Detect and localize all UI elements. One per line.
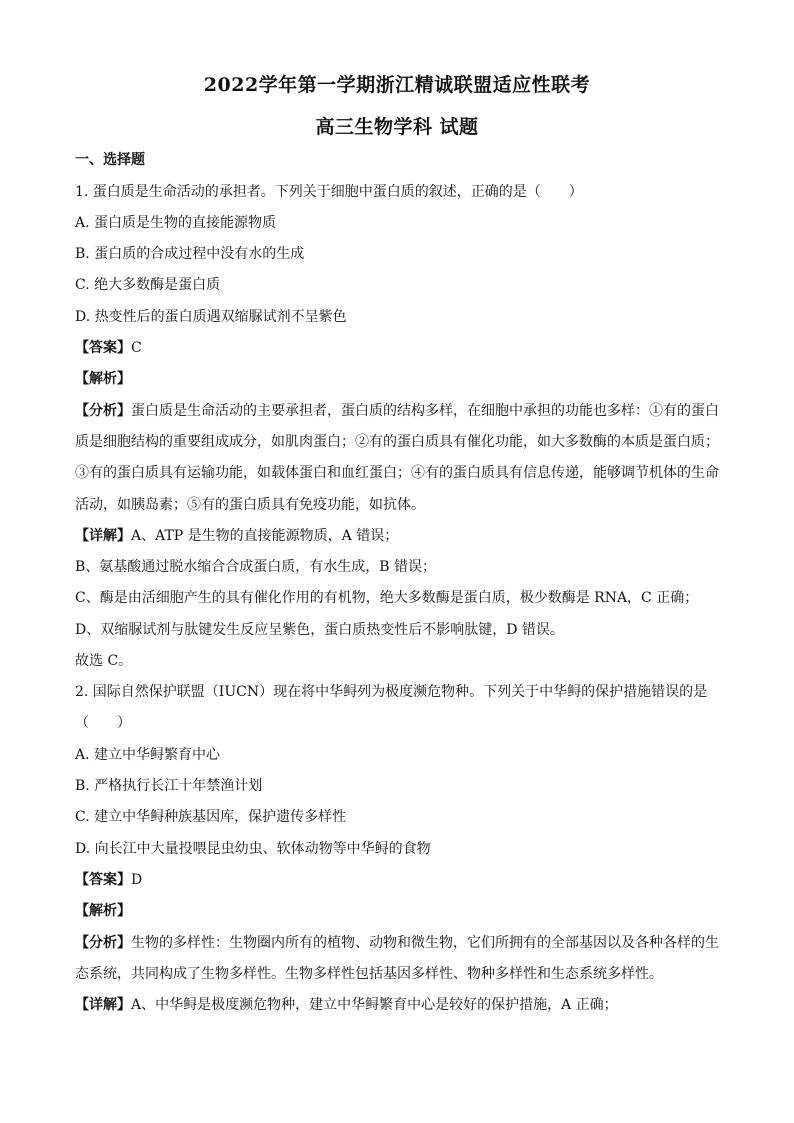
section-heading: 一、选择题	[75, 152, 145, 168]
xiangjie-tag: 【详解】	[75, 528, 131, 544]
xiangjie-tag: 【详解】	[75, 997, 131, 1013]
document-subtitle: 高三生物学科 试题	[315, 116, 479, 138]
q1-detail-c: C、酶是由活细胞产生的具有催化作用的有机物，绝大多数酶是蛋白质，极少数酶是 RNA，C 正确；	[75, 590, 699, 606]
q2-option-d: D. 向长江中大量投喂昆虫幼虫、软体动物等中华鲟的食物	[75, 841, 431, 857]
q2-detail-a	[75, 995, 725, 1015]
answer-tag: 【答案】	[75, 340, 131, 356]
q1-answer	[75, 338, 725, 358]
answer-value: D	[131, 872, 143, 888]
q1-option-a: A. 蛋白质是生物的直接能源物质	[75, 215, 277, 231]
q1-fenxi-line4: 活动，如胰岛素；⑤有的蛋白质具有免疫功能，如抗体。	[75, 497, 425, 513]
q1-detail-b: B、氨基酸通过脱水缩合合成蛋白质，有水生成，B 错误；	[75, 559, 437, 575]
detail-text: A、中华鲟是极度濒危物种，建立中华鲟繁育中心是较好的保护措施，A 正确；	[131, 997, 618, 1013]
fenxi-text: 生物的多样性：生物圈内所有的植物、动物和微生物，它们所拥有的全部基因以及各种各样的生	[131, 935, 719, 951]
fenxi-text: 蛋白质是生命活动的主要承担者，蛋白质的结构多样，在细胞中承担的功能也多样：①有的蛋白	[131, 403, 719, 419]
q1-fenxi-line1	[75, 401, 725, 421]
q2-stem-line2: （ ）	[75, 715, 131, 731]
q2-answer	[75, 870, 725, 890]
q1-option-b: B. 蛋白质的合成过程中没有水的生成	[75, 246, 305, 262]
q1-detail-a	[75, 526, 725, 546]
q2-option-b: B. 严格执行长江十年禁渔计划	[75, 778, 263, 794]
q1-fenxi-line2: 质是细胞结构的重要组成成分，如肌肉蛋白；②有的蛋白质具有催化功能，如大多数酶的本质是蛋白质；	[75, 434, 719, 450]
q2-fenxi-line1	[75, 933, 725, 953]
q2-option-c: C. 建立中华鲟种族基因库，保护遗传多样性	[75, 809, 347, 825]
q1-detail-d: D、双缩脲试剂与肽键发生反应呈紫色，蛋白质热变性后不影响肽键，D 错误。	[75, 622, 564, 638]
q1-option-d: D. 热变性后的蛋白质遇双缩脲试剂不呈紫色	[75, 309, 347, 325]
q1-conclusion: 故选 C。	[75, 653, 133, 669]
q2-analysis-tag: 【解析】	[75, 903, 131, 919]
detail-text: A、ATP 是生物的直接能源物质，A 错误；	[131, 528, 399, 544]
fenxi-tag: 【分析】	[75, 935, 131, 951]
q2-fenxi-line2: 态系统，共同构成了生物多样性。生物多样性包括基因多样性、物种多样性和生态系统多样性。	[75, 966, 663, 982]
answer-tag: 【答案】	[75, 872, 131, 888]
q2-option-a: A. 建立中华鲟繁育中心	[75, 747, 221, 763]
fenxi-tag: 【分析】	[75, 403, 131, 419]
q1-stem: 1. 蛋白质是生命活动的承担者。下列关于细胞中蛋白质的叙述，正确的是（ ）	[75, 184, 583, 200]
document-title: 2022学年第一学期浙江精诚联盟适应性联考	[203, 74, 591, 96]
q1-analysis-tag: 【解析】	[75, 371, 131, 387]
q1-option-c: C. 绝大多数酶是蛋白质	[75, 277, 221, 293]
answer-value: C	[131, 340, 142, 356]
q2-stem-line1: 2. 国际自然保护联盟（IUCN）现在将中华鲟列为极度濒危物种。下列关于中华鲟的保护措施错误的是	[75, 684, 708, 700]
q1-fenxi-line3: ③有的蛋白质具有运输功能，如载体蛋白和血红蛋白；④有的蛋白质具有信息传递，能够调节机体的生命	[75, 465, 719, 481]
